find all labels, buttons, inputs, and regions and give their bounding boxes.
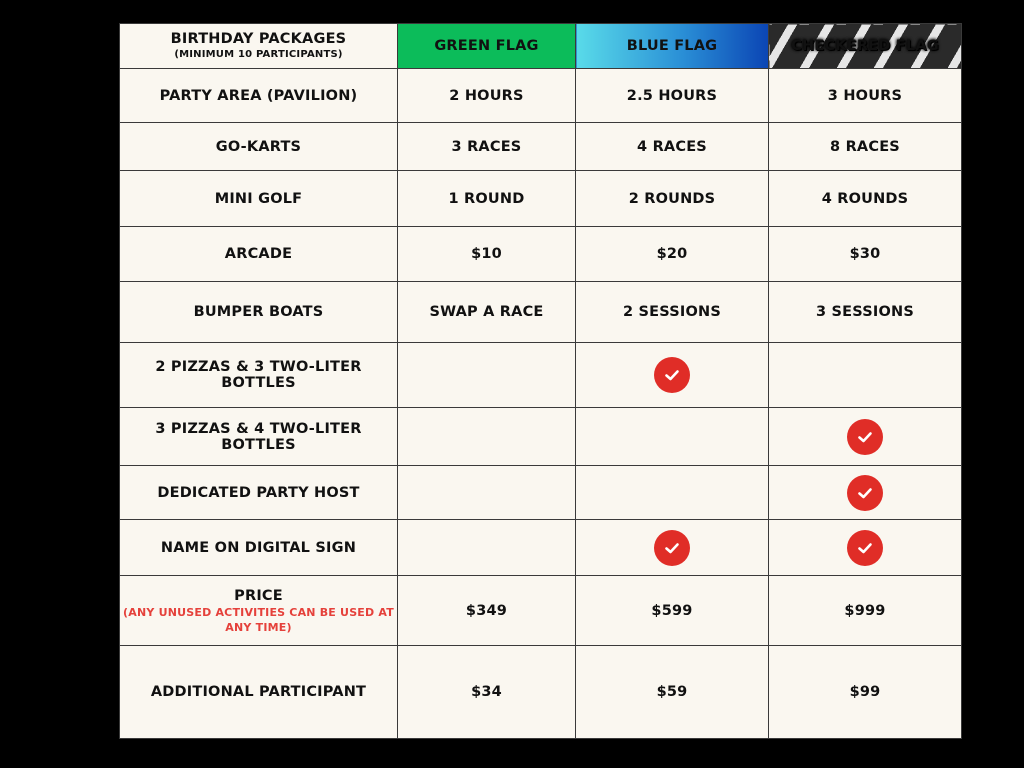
row-label-cell bbox=[120, 520, 398, 576]
cell-value: 3 RACES bbox=[451, 138, 522, 155]
cell-value: $20 bbox=[656, 246, 688, 262]
row-label-go-karts: GO-KARTS bbox=[215, 138, 302, 155]
cell-value: 4 ROUNDS bbox=[821, 190, 909, 207]
table-row bbox=[120, 69, 962, 123]
row-label-3-pizzas-4-two-liter-bottles: 3 PIZZAS & 4 TWO-LITER BOTTLES bbox=[155, 420, 362, 453]
package-name-blue-flag: BLUE FLAG bbox=[626, 38, 718, 54]
price-cell bbox=[769, 576, 962, 646]
table-cell bbox=[769, 171, 962, 227]
table-row bbox=[120, 343, 962, 408]
header-blue-flag bbox=[576, 24, 769, 69]
table-cell bbox=[398, 466, 576, 520]
cell-value: 3 SESSIONS bbox=[815, 304, 915, 320]
check-circle-icon bbox=[654, 357, 690, 393]
additional-cell bbox=[769, 646, 962, 739]
table-cell bbox=[576, 408, 769, 466]
header-row bbox=[120, 24, 962, 69]
table-cell bbox=[398, 227, 576, 282]
table-cell bbox=[576, 520, 769, 576]
check-circle-icon bbox=[847, 530, 883, 566]
table-row bbox=[120, 123, 962, 171]
table-cell bbox=[576, 171, 769, 227]
table-row bbox=[120, 466, 962, 520]
price-value: $599 bbox=[651, 602, 693, 619]
table-cell bbox=[398, 69, 576, 123]
cell-value: $30 bbox=[849, 246, 881, 262]
additional-label-cell bbox=[120, 646, 398, 739]
cell-value: 8 RACES bbox=[830, 138, 900, 155]
table-row bbox=[120, 520, 962, 576]
table-cell bbox=[769, 408, 962, 466]
check-circle-icon bbox=[847, 419, 883, 455]
cell-value: 2 HOURS bbox=[449, 87, 524, 104]
row-label-party-area-pavilion: PARTY AREA (PAVILION) bbox=[159, 87, 358, 104]
cell-value: SWAP A RACE bbox=[429, 304, 544, 320]
row-label-dedicated-party-host: DEDICATED PARTY HOST bbox=[157, 484, 360, 501]
cell-value: 4 RACES bbox=[637, 138, 707, 155]
table-cell bbox=[769, 466, 962, 520]
row-label-arcade: ARCADE bbox=[224, 246, 293, 262]
table-cell bbox=[769, 69, 962, 123]
additional-cell bbox=[398, 646, 576, 739]
table-cell bbox=[398, 408, 576, 466]
table-cell bbox=[769, 343, 962, 408]
price-row bbox=[120, 576, 962, 646]
price-cell bbox=[398, 576, 576, 646]
table-cell bbox=[398, 520, 576, 576]
price-label-cell bbox=[120, 576, 398, 646]
price-value: $349 bbox=[465, 602, 508, 619]
table-cell bbox=[576, 466, 769, 520]
row-label-bumper-boats: BUMPER BOATS bbox=[193, 304, 324, 320]
additional-participant-price: $99 bbox=[849, 684, 881, 700]
table-cell bbox=[769, 282, 962, 343]
table-cell bbox=[576, 343, 769, 408]
table-cell bbox=[769, 520, 962, 576]
table-cell bbox=[769, 123, 962, 171]
table-cell bbox=[398, 282, 576, 343]
cell-value: 3 HOURS bbox=[827, 87, 903, 104]
row-label-cell bbox=[120, 227, 398, 282]
table-cell bbox=[398, 171, 576, 227]
row-label-cell bbox=[120, 466, 398, 520]
row-label-cell bbox=[120, 408, 398, 466]
additional-cell bbox=[576, 646, 769, 739]
row-label-cell bbox=[120, 343, 398, 408]
additional-participant-label: ADDITIONAL PARTICIPANT bbox=[150, 684, 367, 700]
row-label-name-on-digital-sign: NAME ON DIGITAL SIGN bbox=[160, 539, 357, 556]
cell-value: $10 bbox=[471, 246, 502, 262]
birthday-packages-table bbox=[119, 23, 962, 739]
table-cell bbox=[576, 227, 769, 282]
check-circle-icon bbox=[847, 475, 883, 511]
price-value: $999 bbox=[844, 602, 886, 619]
table-row bbox=[120, 408, 962, 466]
additional-participant-row bbox=[120, 646, 962, 739]
row-label-cell bbox=[120, 282, 398, 343]
additional-participant-price: $34 bbox=[471, 684, 502, 700]
header-title-cell bbox=[120, 24, 398, 69]
additional-participant-price: $59 bbox=[656, 684, 688, 700]
cell-value: 2.5 HOURS bbox=[626, 87, 718, 104]
table-cell bbox=[398, 343, 576, 408]
table-row bbox=[120, 227, 962, 282]
header-checkered-flag bbox=[769, 24, 962, 69]
row-label-mini-golf: MINI GOLF bbox=[214, 190, 303, 207]
cell-value: 2 SESSIONS bbox=[622, 304, 722, 320]
price-note: (ANY UNUSED ACTIVITIES CAN BE USED AT ANY TIME) bbox=[123, 605, 394, 634]
cell-value: 2 ROUNDS bbox=[628, 190, 716, 207]
table-cell bbox=[576, 123, 769, 171]
price-label: PRICE bbox=[234, 587, 283, 604]
row-label-2-pizzas-3-two-liter-bottles: 2 PIZZAS & 3 TWO-LITER BOTTLES bbox=[155, 359, 362, 391]
table-body bbox=[120, 24, 962, 739]
check-circle-icon bbox=[654, 530, 690, 566]
row-label-cell bbox=[120, 69, 398, 123]
header-green-flag bbox=[398, 24, 576, 69]
table-row bbox=[120, 171, 962, 227]
package-name-green-flag: GREEN FLAG bbox=[434, 38, 539, 54]
row-label-cell bbox=[120, 171, 398, 227]
package-name-checkered-flag: CHECKERED FLAG bbox=[791, 38, 939, 54]
table-title: BIRTHDAY PACKAGES bbox=[170, 31, 347, 47]
price-cell bbox=[576, 576, 769, 646]
table-cell bbox=[576, 282, 769, 343]
table-cell bbox=[398, 123, 576, 171]
table-cell bbox=[576, 69, 769, 123]
table-subtitle: (MINIMUM 10 PARTICIPANTS) bbox=[174, 49, 343, 60]
table-row bbox=[120, 282, 962, 343]
cell-value: 1 ROUND bbox=[448, 190, 525, 207]
table-cell bbox=[769, 227, 962, 282]
row-label-cell bbox=[120, 123, 398, 171]
